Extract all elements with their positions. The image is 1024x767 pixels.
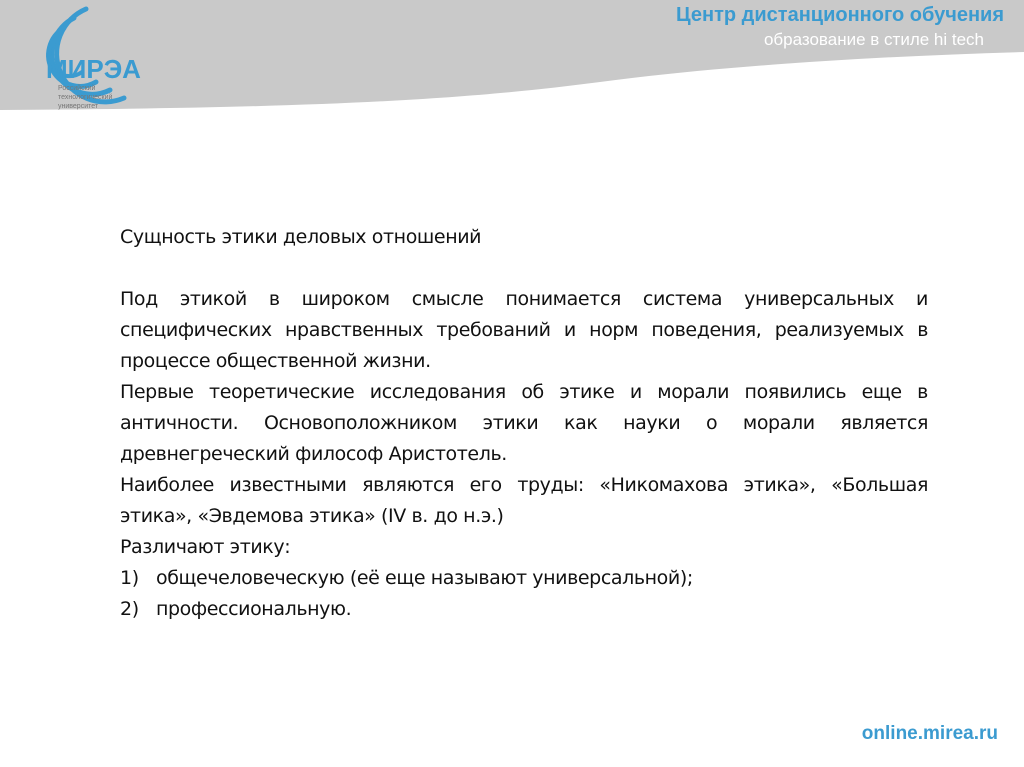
- paragraph-types-intro: Различают этику:: [120, 536, 291, 558]
- list-item-text: общечеловеческую (её еще называют универсальной);: [156, 567, 693, 589]
- slide-content: [120, 222, 928, 625]
- header-title: Центр дистанционного обучения: [676, 4, 1004, 26]
- paragraph-definition: Под этикой в широком смысле понимается система универсальных и специфических нравственных требований и норм поведения, реализуемых в процессе общественной жизни.: [120, 288, 928, 372]
- slide-heading: Сущность этики деловых отношений: [120, 226, 482, 248]
- list-item-number: 1): [120, 567, 139, 589]
- mirea-logo: [2, 0, 177, 122]
- logo-caption-1: Российский: [58, 85, 96, 92]
- header-subtitle: образование в стиле hi tech: [763, 30, 984, 49]
- list-item-text: профессиональную.: [156, 598, 352, 620]
- ethics-types-list: [120, 563, 928, 625]
- list-item: [120, 563, 928, 594]
- logo-wordmark: МИРЭА: [46, 54, 141, 84]
- paragraph-history: Первые теоретические исследования об этике и морали появились еще в античности. Основоположником этики как науки о морали является древнегреческий философ Аристотель.: [120, 381, 928, 465]
- list-item-number: 2): [120, 598, 139, 620]
- footer-url[interactable]: online.mirea.ru: [861, 723, 998, 744]
- paragraph-works: Наиболее известными являются его труды: «Никомахова этика», «Большая этика», «Эвдемова этика» (IV в. до н.э.): [120, 474, 928, 527]
- list-item: [120, 594, 928, 625]
- logo-caption-3: университет: [58, 103, 99, 110]
- logo-caption-2: технологический: [58, 94, 113, 101]
